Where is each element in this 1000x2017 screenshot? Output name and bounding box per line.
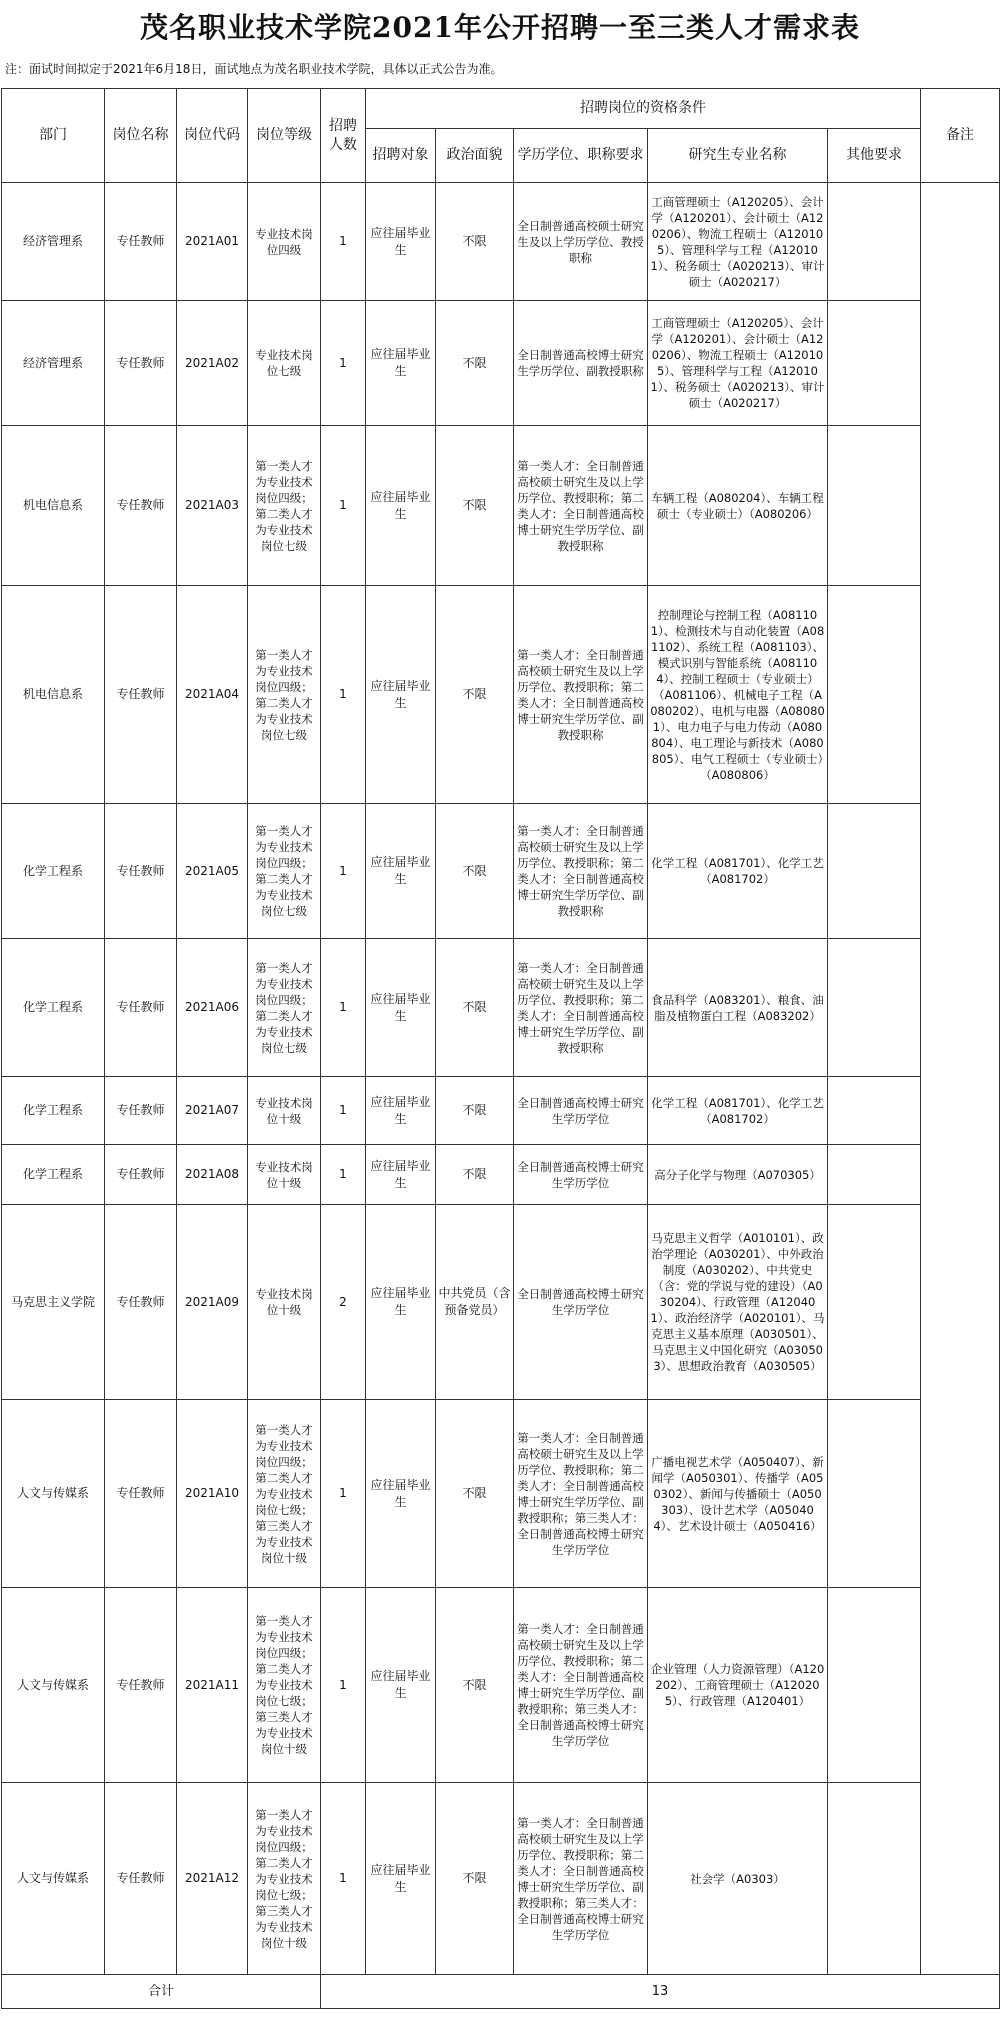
header-education: 学历学位、职称要求 <box>514 129 648 183</box>
header-target: 招聘对象 <box>366 129 436 183</box>
other-cell <box>828 1400 921 1588</box>
target-cell: 应往届毕业生 <box>366 1077 436 1145</box>
other-cell <box>828 1145 921 1205</box>
target-cell: 应往届毕业生 <box>366 426 436 586</box>
table-row <box>2 804 1000 939</box>
major-cell: 控制理论与控制工程（A081101）、检测技术与自动化装置（A081102）、系统工程（A081103）、模式识别与智能系统（A081104）、控制工程硕士（专业硕士）（A081106）、机械电子工程（A080202）、电机与电器（A080801）、电力电子与电力传动（A080804）、电工理论与新技术（A080805）、电气工程硕士（专业硕士）（A080806） <box>648 586 828 804</box>
count-cell: 1 <box>321 1145 366 1205</box>
post-code-cell: 2021A10 <box>177 1400 248 1588</box>
post-level-cell: 第一类人才为专业技术岗位四级；第二类人才为专业技术岗位七级；第三类人才为专业技术岗位十级 <box>248 1588 321 1783</box>
politics-cell: 不限 <box>436 1145 514 1205</box>
dept-cell: 经济管理系 <box>2 301 105 426</box>
post-level-cell: 专业技术岗位七级 <box>248 301 321 426</box>
dept-cell: 人文与传媒系 <box>2 1400 105 1588</box>
post-code-cell: 2021A07 <box>177 1077 248 1145</box>
post-code-cell: 2021A08 <box>177 1145 248 1205</box>
education-cell: 第一类人才：全日制普通高校硕士研究生及以上学历学位、教授职称；第二类人才：全日制普通高校博士研究生学历学位、副教授职称；第三类人才：全日制普通高校博士研究生学历学位 <box>514 1783 648 1975</box>
other-cell <box>828 301 921 426</box>
count-cell: 1 <box>321 586 366 804</box>
post-code-cell: 2021A11 <box>177 1588 248 1783</box>
post-code-cell: 2021A05 <box>177 804 248 939</box>
target-cell: 应往届毕业生 <box>366 1145 436 1205</box>
header-post-name: 岗位名称 <box>105 89 177 183</box>
major-cell: 马克思主义哲学（A010101）、政治学理论（A030201）、中外政治制度（A030202）、中共党史（含：党的学说与党的建设）（A030204）、行政管理（A120401）、政治经济学（A020101）、马克思主义基本原理（A030501）、马克思主义中国化研究（A030503）、思想政治教育（A030505） <box>648 1205 828 1400</box>
target-cell: 应往届毕业生 <box>366 183 436 301</box>
table-row <box>2 426 1000 586</box>
post-code-cell: 2021A09 <box>177 1205 248 1400</box>
table-row <box>2 1145 1000 1205</box>
header-count: 招聘人数 <box>321 89 366 183</box>
post-name-cell: 专任教师 <box>105 1400 177 1588</box>
education-cell: 全日制普通高校博士研究生学历学位 <box>514 1145 648 1205</box>
other-cell <box>828 586 921 804</box>
politics-cell: 不限 <box>436 1400 514 1588</box>
post-name-cell: 专任教师 <box>105 183 177 301</box>
major-cell: 化学工程（A081701）、化学工艺（A081702） <box>648 804 828 939</box>
other-cell <box>828 1205 921 1400</box>
dept-cell: 机电信息系 <box>2 426 105 586</box>
post-level-cell: 专业技术岗位十级 <box>248 1205 321 1400</box>
politics-cell: 不限 <box>436 301 514 426</box>
header-remark: 备注 <box>921 89 1000 183</box>
post-code-cell: 2021A02 <box>177 301 248 426</box>
politics-cell: 不限 <box>436 1783 514 1975</box>
table-row <box>2 301 1000 426</box>
major-cell: 企业管理（人力资源管理）（A120202）、工商管理硕士（A120205）、行政管理（A120401） <box>648 1588 828 1783</box>
post-name-cell: 专任教师 <box>105 1205 177 1400</box>
dept-cell: 机电信息系 <box>2 586 105 804</box>
note-text: 注：面试时间拟定于2021年6月18日，面试地点为茂名职业技术学院，具体以正式公告为准。 <box>5 62 503 76</box>
header-post-code: 岗位代码 <box>177 89 248 183</box>
count-cell: 2 <box>321 1205 366 1400</box>
count-cell: 1 <box>321 426 366 586</box>
table-row <box>2 1400 1000 1588</box>
post-level-cell: 专业技术岗位四级 <box>248 183 321 301</box>
table-row <box>2 586 1000 804</box>
dept-cell: 人文与传媒系 <box>2 1783 105 1975</box>
total-value: 13 <box>321 1975 1000 2009</box>
post-name-cell: 专任教师 <box>105 939 177 1077</box>
post-code-cell: 2021A12 <box>177 1783 248 1975</box>
post-code-cell: 2021A04 <box>177 586 248 804</box>
count-cell: 1 <box>321 939 366 1077</box>
politics-cell: 不限 <box>436 804 514 939</box>
post-level-cell: 第一类人才为专业技术岗位四级；第二类人才为专业技术岗位七级 <box>248 939 321 1077</box>
header-post-level: 岗位等级 <box>248 89 321 183</box>
post-level-cell: 专业技术岗位十级 <box>248 1145 321 1205</box>
post-level-cell: 第一类人才为专业技术岗位四级；第二类人才为专业技术岗位七级 <box>248 804 321 939</box>
header-qualifications: 招聘岗位的资格条件 <box>366 89 921 129</box>
recruitment-table <box>1 88 1000 2009</box>
count-cell: 1 <box>321 301 366 426</box>
dept-cell: 经济管理系 <box>2 183 105 301</box>
education-cell: 全日制普通高校博士研究生学历学位 <box>514 1077 648 1145</box>
major-cell: 车辆工程（A080204）、车辆工程硕士（专业硕士）（A080206） <box>648 426 828 586</box>
count-cell: 1 <box>321 1077 366 1145</box>
politics-cell: 中共党员（含预备党员） <box>436 1205 514 1400</box>
dept-cell: 马克思主义学院 <box>2 1205 105 1400</box>
post-level-cell: 第一类人才为专业技术岗位四级；第二类人才为专业技术岗位七级；第三类人才为专业技术岗位十级 <box>248 1400 321 1588</box>
other-cell <box>828 804 921 939</box>
count-cell: 1 <box>321 1588 366 1783</box>
count-cell: 1 <box>321 1783 366 1975</box>
post-name-cell: 专任教师 <box>105 586 177 804</box>
target-cell: 应往届毕业生 <box>366 1400 436 1588</box>
politics-cell: 不限 <box>436 939 514 1077</box>
dept-cell: 化学工程系 <box>2 1145 105 1205</box>
post-name-cell: 专任教师 <box>105 1145 177 1205</box>
table-row <box>2 1205 1000 1400</box>
post-name-cell: 专任教师 <box>105 301 177 426</box>
count-cell: 1 <box>321 183 366 301</box>
target-cell: 应往届毕业生 <box>366 301 436 426</box>
education-cell: 全日制普通高校硕士研究生及以上学历学位、教授职称 <box>514 183 648 301</box>
dept-cell: 化学工程系 <box>2 1077 105 1145</box>
header-major: 研究生专业名称 <box>648 129 828 183</box>
politics-cell: 不限 <box>436 183 514 301</box>
target-cell: 应往届毕业生 <box>366 586 436 804</box>
politics-cell: 不限 <box>436 1588 514 1783</box>
target-cell: 应往届毕业生 <box>366 1783 436 1975</box>
major-cell: 广播电视艺术学（A050407）、新闻学（A050301）、传播学（A050302）、新闻与传播硕士（A050303）、设计艺术学（A050404）、艺术设计硕士（A050416） <box>648 1400 828 1588</box>
target-cell: 应往届毕业生 <box>366 1205 436 1400</box>
post-code-cell: 2021A06 <box>177 939 248 1077</box>
post-name-cell: 专任教师 <box>105 1077 177 1145</box>
politics-cell: 不限 <box>436 1077 514 1145</box>
remark-cell <box>921 183 1000 1975</box>
education-cell: 全日制普通高校博士研究生学历学位 <box>514 1205 648 1400</box>
major-cell: 社会学（A0303） <box>648 1783 828 1975</box>
post-level-cell: 专业技术岗位十级 <box>248 1077 321 1145</box>
education-cell: 全日制普通高校博士研究生学历学位、副教授职称 <box>514 301 648 426</box>
other-cell <box>828 939 921 1077</box>
table-row <box>2 183 1000 301</box>
major-cell: 食品科学（A083201）、粮食、油脂及植物蛋白工程（A083202） <box>648 939 828 1077</box>
education-cell: 第一类人才：全日制普通高校硕士研究生及以上学历学位、教授职称；第二类人才：全日制普通高校博士研究生学历学位、副教授职称；第三类人才：全日制普通高校博士研究生学历学位 <box>514 1588 648 1783</box>
target-cell: 应往届毕业生 <box>366 939 436 1077</box>
table-row <box>2 1077 1000 1145</box>
major-cell: 工商管理硕士（A120205）、会计学（A120201）、会计硕士（A120206）、物流工程硕士（A120105）、管理科学与工程（A120101）、税务硕士（A020213）、审计硕士（A020217） <box>648 183 828 301</box>
post-level-cell: 第一类人才为专业技术岗位四级；第二类人才为专业技术岗位七级；第三类人才为专业技术岗位十级 <box>248 1783 321 1975</box>
table-row <box>2 939 1000 1077</box>
total-row <box>2 1975 1000 2009</box>
politics-cell: 不限 <box>436 426 514 586</box>
post-name-cell: 专任教师 <box>105 804 177 939</box>
other-cell <box>828 183 921 301</box>
education-cell: 第一类人才：全日制普通高校硕士研究生及以上学历学位、教授职称；第二类人才：全日制普通高校博士研究生学历学位、副教授职称；第三类人才：全日制普通高校博士研究生学历学位 <box>514 1400 648 1588</box>
dept-cell: 化学工程系 <box>2 939 105 1077</box>
other-cell <box>828 426 921 586</box>
count-cell: 1 <box>321 1400 366 1588</box>
post-level-cell: 第一类人才为专业技术岗位四级；第二类人才为专业技术岗位七级 <box>248 586 321 804</box>
other-cell <box>828 1077 921 1145</box>
dept-cell: 人文与传媒系 <box>2 1588 105 1783</box>
header-other: 其他要求 <box>828 129 921 183</box>
total-label: 合计 <box>2 1975 321 2009</box>
count-cell: 1 <box>321 804 366 939</box>
header-dept: 部门 <box>2 89 105 183</box>
major-cell: 高分子化学与物理（A070305） <box>648 1145 828 1205</box>
education-cell: 第一类人才：全日制普通高校硕士研究生及以上学历学位、教授职称；第二类人才：全日制普通高校博士研究生学历学位、副教授职称 <box>514 939 648 1077</box>
major-cell: 化学工程（A081701）、化学工艺（A081702） <box>648 1077 828 1145</box>
other-cell <box>828 1588 921 1783</box>
education-cell: 第一类人才：全日制普通高校硕士研究生及以上学历学位、教授职称；第二类人才：全日制普通高校博士研究生学历学位、副教授职称 <box>514 804 648 939</box>
post-name-cell: 专任教师 <box>105 1588 177 1783</box>
politics-cell: 不限 <box>436 586 514 804</box>
header-politics: 政治面貌 <box>436 129 514 183</box>
target-cell: 应往届毕业生 <box>366 804 436 939</box>
post-code-cell: 2021A03 <box>177 426 248 586</box>
page-title: 茂名职业技术学院2021年公开招聘一至三类人才需求表 <box>140 11 860 44</box>
education-cell: 第一类人才：全日制普通高校硕士研究生及以上学历学位、教授职称；第二类人才：全日制普通高校博士研究生学历学位、副教授职称 <box>514 586 648 804</box>
target-cell: 应往届毕业生 <box>366 1588 436 1783</box>
post-name-cell: 专任教师 <box>105 1783 177 1975</box>
post-name-cell: 专任教师 <box>105 426 177 586</box>
education-cell: 第一类人才：全日制普通高校硕士研究生及以上学历学位、教授职称；第二类人才：全日制普通高校博士研究生学历学位、副教授职称 <box>514 426 648 586</box>
table-row <box>2 1588 1000 1783</box>
major-cell: 工商管理硕士（A120205）、会计学（A120201）、会计硕士（A120206）、物流工程硕士（A120105）、管理科学与工程（A120101）、税务硕士（A020213）、审计硕士（A020217） <box>648 301 828 426</box>
other-cell <box>828 1783 921 1975</box>
post-code-cell: 2021A01 <box>177 183 248 301</box>
table-row <box>2 1783 1000 1975</box>
dept-cell: 化学工程系 <box>2 804 105 939</box>
post-level-cell: 第一类人才为专业技术岗位四级；第二类人才为专业技术岗位七级 <box>248 426 321 586</box>
